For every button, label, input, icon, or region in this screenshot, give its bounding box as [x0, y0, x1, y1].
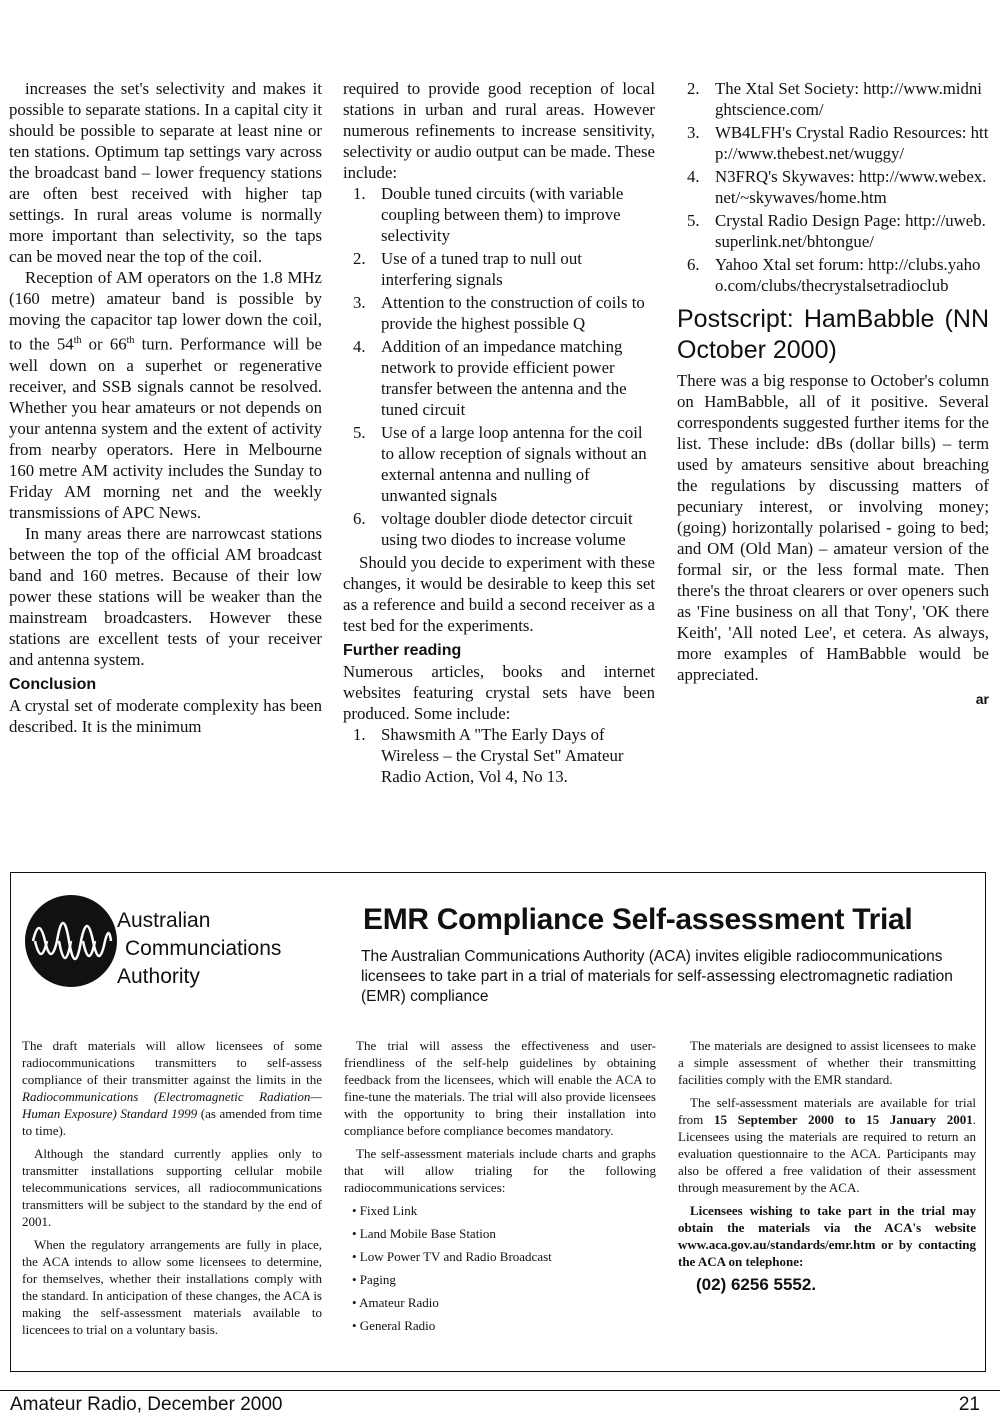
aca-name: Australian Communciations Authority	[117, 909, 282, 988]
reference-list-2	[677, 78, 989, 296]
list-item: • Paging	[352, 1272, 396, 1287]
reference-list-1	[343, 724, 655, 787]
waveform-icon	[25, 895, 117, 987]
reference-item: 3. WB4LFH's Crystal Radio Resources: http://www.thebest.net/wuggy/	[687, 123, 989, 163]
list-item: • Low Power TV and Radio Broadcast	[352, 1249, 552, 1264]
list-item: 3. Attention to the construction of coils to provide the highest possible Q	[353, 293, 645, 333]
list-item: • Amateur Radio	[352, 1295, 439, 1310]
reference-item: 2. The Xtal Set Society: http://www.midnightscience.com/	[687, 79, 982, 119]
services-list	[344, 1202, 656, 1334]
ad-col3-para-2: The self-assessment materials are available for trial from 15 September 2000 to 15 January 2001. Licensees using the materials are required to return an evaluation questionnaire to the ACA. Participants may also be offered a free validation of their assessment through measurement by the ACA.	[678, 1095, 976, 1195]
col2-para-2: Should you decide to experiment with these changes, it would be desirable to keep this set as a reference and build a second receiver as a test bed for the experiments.	[343, 553, 655, 635]
column-2	[343, 78, 655, 789]
ad-col3-para-3: Licensees wishing to take part in the trial may obtain the materials via the ACA's website www.aca.gov.au/standards/emr.htm or by contacting the ACA on telephone:	[678, 1203, 976, 1269]
col1-para-2: Reception of AM operators on the 1.8 MHz (160 metre) amateur band is possible by moving the capacitor tap lower down the coil, to the 54th or 66th turn. Performance will be well down on a superhet or regenerative receiver, and SSB signals cannot be resolved. Whether you hear amateurs or not depends on your antenna system and the extent of activity from nearby operators. Here in Melbourne 160 metre AM activity includes the Sunday to Friday AM morning net and the weekly transmissions of APC News.	[9, 268, 322, 522]
reference-item: 4. N3FRQ's Skywaves: http://www.webex.net/~skywaves/home.htm	[687, 167, 987, 207]
list-item: • Fixed Link	[352, 1203, 418, 1218]
col2-para-1: required to provide good reception of local stations in urban and rural areas. However numerous refinements to increase sensitivity, selectivity or audio output can be made. These include:	[343, 79, 655, 182]
refinements-list	[343, 183, 655, 550]
column-3	[677, 78, 989, 710]
conclusion-heading: Conclusion	[9, 675, 97, 693]
col1-para-3: In many areas there are narrowcast stations between the top of the official AM broadcast band and 160 metres. Because of their low power these stations will be weaker than the mainstream broadcasters. However these stations are excellent tests of your receiver and antenna system.	[9, 523, 322, 669]
postscript-text: There was a big response to October's column on HamBabble, all of it positive. Several correspondents suggested further items for the list. These include: dBs (dollar bills) – term used by amateurs sensitive about breaching the regulations by discussing matters of pecuniary interest, or involving money; (going) horizontally polarised - going to bed; and OM (Old Man) – amateur version of the formal sir, or the less formal mate. Then there's the throat clearers or over openers such as 'Fine business on all that Tony', 'OK there Keith', 'All noted Lee', et cetera. As always, more examples of HamBabble would be appreciated.	[677, 371, 989, 684]
postscript-title: Postscript: HamBabble (NN October 2000)	[677, 305, 989, 364]
list-item: 2. Use of a tuned trap to null out interfering signals	[353, 249, 582, 289]
aca-logo	[25, 895, 117, 987]
ad-column-3	[678, 1037, 976, 1293]
ad-col1-para-1: The draft materials will allow licensees of some radiocommunications transmitters to self-assess compliance of their transmitter against the limits in the Radiocommunications (Electromagnetic Radiation—Human Exposure) Standard 1999 (as amended from time to time).	[22, 1038, 322, 1138]
footer-page-number: 21	[958, 1394, 980, 1415]
reference-item: 1. Shawsmith A "The Early Days of Wireless – the Crystal Set" Amateur Radio Action, Vol 4, No 13.	[353, 725, 624, 786]
further-reading-heading: Further reading	[343, 642, 462, 659]
list-item: 1. Double tuned circuits (with variable coupling between them) to improve selectivity	[353, 184, 624, 245]
reference-item: 5. Crystal Radio Design Page: http://uweb.superlink.net/bhtongue/	[687, 211, 986, 251]
aca-phone-number: (02) 6256 5552.	[696, 1275, 817, 1294]
ad-intro: The Australian Communications Authority (ACA) invites eligible radiocommunications licensees to take part in a trial of materials for self-assessing electromagnetic radiation (EMR) compliance	[361, 948, 953, 1005]
end-mark: ar	[975, 691, 989, 707]
list-item: 6. voltage doubler diode detector circuit using two diodes to increase volume	[353, 509, 633, 549]
ad-title: EMR Compliance Self-assessment Trial	[363, 903, 913, 936]
list-item: • Land Mobile Base Station	[352, 1226, 496, 1241]
ad-col2-para-1: The trial will assess the effectiveness and user-friendliness of the self-help guidelines by obtaining feedback from the licensees, which will enable the ACA to fine-tune the materials. The trial will also provide licensees with the opportunity to bring their installation into compliance before compliance becomes mandatory.	[344, 1038, 656, 1138]
list-item: 4. Addition of an impedance matching network to provide efficient power transfer between the antenna and the tuned circuit	[353, 337, 627, 419]
col1-para-1: increases the set's selectivity and makes it possible to separate stations. In a capital city it should be possible to separate at least nine or ten stations. Optimum tap settings vary across the broadcast band – lower frequency stations are often best received with higher tap settings. In rural areas volume is normally more important than selectivity, so the taps can be moved near the top of the coil.	[9, 79, 322, 266]
column-1	[9, 78, 322, 737]
ad-col1-para-3: When the regulatory arrangements are fully in place, the ACA intends to allow some licensees to determine, for themselves, whether their installations comply with the standard. In anticipation of these changes, the ACA is making the self-assessment materials available to licencees to trial on a voluntary basis.	[22, 1237, 322, 1337]
reference-item: 6. Yahoo Xtal set forum: http://clubs.yahoo.com/clubs/thecrystalsetradioclub	[687, 255, 981, 295]
col1-para-4: A crystal set of moderate complexity has been described. It is the minimum	[9, 695, 322, 736]
list-item: • General Radio	[352, 1318, 436, 1333]
ad-col3-para-1: The materials are designed to assist licensees to make a simple assessment of whether their transmitting facilities comply with the EMR standard.	[678, 1038, 976, 1087]
col2-para-3: Numerous articles, books and internet websites featuring crystal sets have been produced. Some include:	[343, 662, 655, 723]
ad-column-1	[22, 1037, 322, 1344]
footer-publication: Amateur Radio, December 2000	[10, 1394, 283, 1415]
ad-col2-para-2: The self-assessment materials include charts and graphs that will allow trialing for the following radiocommunications services:	[344, 1146, 656, 1195]
footer-divider	[0, 1390, 1000, 1391]
list-item: 5. Use of a large loop antenna for the coil to allow reception of signals without an external antenna and nulling of unwanted signals	[353, 423, 647, 505]
ad-col1-para-2: Although the standard currently applies only to transmitter installations supporting cellular mobile telecommunications services, all radiocommunications transmitters will be subject to the standard by the end of 2001.	[22, 1146, 322, 1229]
ad-column-2	[344, 1037, 656, 1340]
